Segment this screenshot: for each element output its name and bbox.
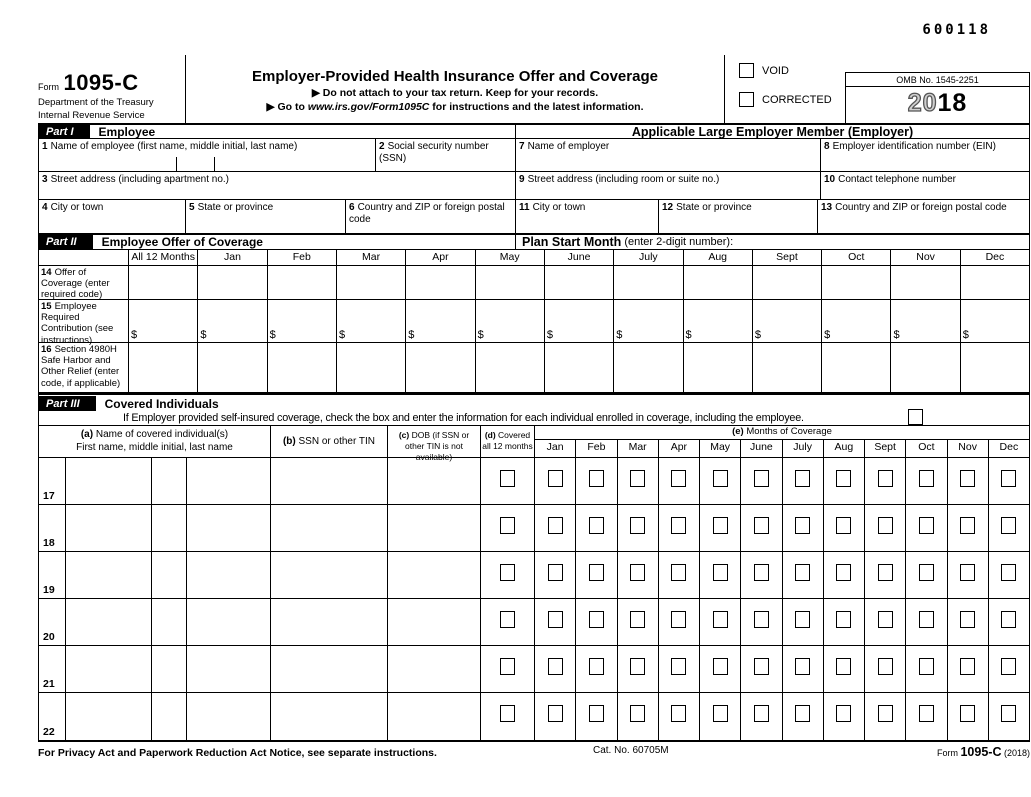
- month-coverage-checkbox[interactable]: [754, 517, 769, 534]
- row-number: 18: [39, 505, 66, 551]
- month-coverage-checkbox[interactable]: [795, 470, 810, 487]
- col-may: May: [476, 250, 545, 265]
- offer-code-cell[interactable]: [614, 266, 683, 299]
- month-coverage-checkbox[interactable]: [630, 611, 645, 628]
- month-coverage-checkbox[interactable]: [671, 470, 686, 487]
- table-row: [39, 505, 1029, 552]
- covered-individuals-table: [39, 426, 1029, 742]
- month-coverage-checkbox[interactable]: [836, 705, 851, 722]
- row-number: 19: [39, 552, 66, 598]
- month-coverage-checkbox[interactable]: [878, 658, 893, 675]
- agency-line: Internal Revenue Service: [38, 109, 145, 121]
- dollar-sign: $: [338, 329, 346, 341]
- part1-bar: [39, 123, 1029, 139]
- name-cell[interactable]: [66, 552, 271, 598]
- month-coverage-checkbox[interactable]: [713, 658, 728, 675]
- dollar-sign: $: [269, 329, 276, 341]
- dollar-sign: $: [962, 329, 969, 341]
- form-title: Employer-Provided Health Insurance Offer and Coverage: [252, 68, 658, 85]
- part2-bar: [39, 234, 1029, 250]
- month-coverage-checkbox[interactable]: [754, 658, 769, 675]
- name-cell[interactable]: [66, 646, 271, 692]
- department-line: Department of the Treasury: [38, 97, 154, 108]
- form-footer: [38, 742, 1030, 759]
- safe-harbor-cell[interactable]: [337, 343, 406, 392]
- month-coverage-checkbox[interactable]: [548, 658, 563, 675]
- plan-start-month: Plan Start Month (enter 2-digit number):: [515, 235, 1029, 249]
- part1-title: Employee: [98, 124, 156, 139]
- month-coverage-checkbox[interactable]: [671, 658, 686, 675]
- contribution-cell[interactable]: [337, 300, 406, 342]
- col-apr: Apr: [406, 250, 475, 265]
- month-coverage-checkbox[interactable]: [1001, 705, 1016, 722]
- month-coverage-checkbox[interactable]: [548, 517, 563, 534]
- form-header: [38, 55, 1030, 123]
- month-coverage-checkbox[interactable]: [919, 658, 934, 675]
- month-coverage-checkbox[interactable]: [1001, 517, 1016, 534]
- name-cell[interactable]: [66, 693, 271, 740]
- offer-code-cell[interactable]: [198, 266, 267, 299]
- col-oct: Oct: [822, 250, 891, 265]
- name-cell[interactable]: [66, 458, 271, 504]
- month-coverage-checkbox[interactable]: [589, 611, 604, 628]
- ssn-cell[interactable]: [271, 693, 388, 740]
- dob-cell[interactable]: [388, 646, 481, 692]
- void-label: VOID: [762, 64, 789, 77]
- month-coverage-checkbox[interactable]: [878, 705, 893, 722]
- safe-harbor-cell[interactable]: [614, 343, 683, 392]
- month-coverage-checkbox[interactable]: [630, 658, 645, 675]
- title-block: [185, 55, 725, 123]
- month-coverage-checkbox[interactable]: [713, 517, 728, 534]
- dob-cell[interactable]: [388, 552, 481, 598]
- form-number: 1095-C: [63, 70, 139, 95]
- month-header-spacer: [39, 250, 129, 265]
- col-a-header: (a) Name of covered individual(s) First name, middle initial, last name: [39, 426, 271, 457]
- month-coverage-checkbox[interactable]: [878, 517, 893, 534]
- field-11-employer-city[interactable]: 11 City or town: [516, 200, 659, 233]
- month-coverage-checkbox[interactable]: [919, 517, 934, 534]
- col-e-may: May: [700, 440, 741, 457]
- col-e-oct: Oct: [906, 440, 947, 457]
- offer-code-cell[interactable]: [961, 266, 1029, 299]
- month-coverage-checkbox[interactable]: [754, 564, 769, 581]
- part3-instruction: If Employer provided self-insured coverage, check the box and enter the information for each individual enrolled in coverage, including the employee.: [123, 412, 804, 424]
- month-coverage-checkbox[interactable]: [919, 470, 934, 487]
- catalog-number: Cat. No. 60705M: [593, 745, 669, 756]
- self-insured-checkbox[interactable]: [908, 409, 923, 425]
- tax-year: 2018: [907, 89, 968, 117]
- col-e-apr: Apr: [659, 440, 700, 457]
- safe-harbor-cell[interactable]: [545, 343, 614, 392]
- table-row: [39, 599, 1029, 646]
- col-e-june: June: [741, 440, 782, 457]
- field-7-employer-name[interactable]: 7 Name of employer: [516, 139, 821, 171]
- field-3-street-address[interactable]: 3 Street address (including apartment no.): [39, 172, 516, 199]
- col-dec: Dec: [985, 251, 1005, 263]
- table-row: [39, 458, 1029, 505]
- omb-year-block: [845, 55, 1030, 123]
- contribution-cell[interactable]: [129, 300, 198, 342]
- month-coverage-checkbox[interactable]: [836, 470, 851, 487]
- month-coverage-checkbox[interactable]: [754, 705, 769, 722]
- contribution-cell[interactable]: [684, 300, 753, 342]
- col-d-header: (d) Covered all 12 months: [481, 426, 535, 457]
- month-coverage-checkbox[interactable]: [960, 564, 975, 581]
- dob-cell[interactable]: [388, 693, 481, 740]
- month-coverage-checkbox[interactable]: [630, 517, 645, 534]
- field-9-employer-street[interactable]: 9 Street address (including room or suite no.): [516, 172, 821, 199]
- month-coverage-checkbox[interactable]: [836, 658, 851, 675]
- month-coverage-checkbox[interactable]: [795, 611, 810, 628]
- col-e-nov: Nov: [948, 440, 989, 457]
- safe-harbor-cell[interactable]: [198, 343, 267, 392]
- month-coverage-checkbox[interactable]: [630, 705, 645, 722]
- safe-harbor-cell[interactable]: [961, 343, 1029, 392]
- instruction-line-2: ▶ Go to www.irs.gov/Form1095C for instructions and the latest information.: [266, 101, 644, 113]
- safe-harbor-cell[interactable]: [268, 343, 337, 392]
- month-coverage-checkbox[interactable]: [589, 658, 604, 675]
- name-separator-tick: [176, 157, 177, 171]
- part3-title: Covered Individuals: [104, 396, 219, 411]
- month-coverage-checkbox[interactable]: [548, 705, 563, 722]
- contribution-cell[interactable]: [614, 300, 683, 342]
- month-coverage-checkbox[interactable]: [671, 517, 686, 534]
- covered-all-12-months-checkbox[interactable]: [500, 611, 515, 628]
- dollar-sign: $: [477, 329, 484, 341]
- month-coverage-checkbox[interactable]: [960, 517, 975, 534]
- month-coverage-checkbox[interactable]: [754, 470, 769, 487]
- form-word: Form: [38, 82, 59, 92]
- col-c-header: (c) DOB (if SSN or other TIN is not available): [388, 426, 481, 457]
- field-5-state[interactable]: 5 State or province: [186, 200, 346, 233]
- ssn-cell[interactable]: [271, 599, 388, 645]
- field-13-employer-country-zip[interactable]: 13 Country and ZIP or foreign postal code: [821, 202, 1007, 213]
- name-cell[interactable]: [66, 505, 271, 551]
- dollar-sign: $: [754, 329, 761, 341]
- month-coverage-checkbox[interactable]: [1001, 564, 1016, 581]
- month-coverage-checkbox[interactable]: [919, 564, 934, 581]
- col-e-aug: Aug: [824, 440, 865, 457]
- month-coverage-checkbox[interactable]: [836, 564, 851, 581]
- month-coverage-checkbox[interactable]: [548, 611, 563, 628]
- month-coverage-checkbox[interactable]: [878, 564, 893, 581]
- void-checkbox[interactable]: [739, 63, 754, 78]
- col-e-jan: Jan: [535, 440, 576, 457]
- instruction-line-1: ▶ Do not attach to your tax return. Keep for your records.: [311, 87, 599, 99]
- covered-all-12-months-checkbox[interactable]: [500, 564, 515, 581]
- col-mar: Mar: [337, 250, 406, 265]
- safe-harbor-cell[interactable]: [129, 343, 198, 392]
- field-10-phone[interactable]: 10 Contact telephone number: [824, 174, 956, 185]
- row-16-label: 16 Section 4980H Safe Harbor and Other Relief (enter code, if applicable): [39, 343, 129, 392]
- covered-all-12-months-checkbox[interactable]: [500, 470, 515, 487]
- ssn-cell[interactable]: [271, 505, 388, 551]
- ssn-cell[interactable]: [271, 646, 388, 692]
- month-coverage-checkbox[interactable]: [795, 564, 810, 581]
- footer-form-number: Form 1095-C (2018): [936, 745, 1030, 759]
- col-sept: Sept: [753, 250, 822, 265]
- dollar-sign: $: [546, 329, 553, 341]
- month-coverage-checkbox[interactable]: [589, 564, 604, 581]
- employer-section-heading: Applicable Large Employer Member (Employer): [515, 125, 1029, 138]
- row-15-employee-contribution: [39, 300, 1029, 346]
- table-row: [39, 552, 1029, 599]
- safe-harbor-cell[interactable]: [822, 343, 891, 392]
- field-1-employee-name[interactable]: 1 Name of employee (first name, middle initial, last name): [39, 139, 376, 171]
- void-corrected-block: [725, 55, 845, 123]
- month-coverage-checkbox[interactable]: [1001, 658, 1016, 675]
- dob-cell[interactable]: [388, 505, 481, 551]
- month-coverage-checkbox[interactable]: [671, 564, 686, 581]
- offer-code-cell[interactable]: [753, 266, 822, 299]
- col-e-dec: Dec: [999, 441, 1019, 453]
- omb-number: OMB No. 1545-2251: [846, 73, 1029, 87]
- form-identity-block: [38, 55, 185, 123]
- col-july: July: [614, 250, 683, 265]
- contribution-cell[interactable]: [822, 300, 891, 342]
- ssn-cell[interactable]: [271, 458, 388, 504]
- dollar-sign: $: [685, 329, 692, 341]
- field-12-employer-state[interactable]: 12 State or province: [659, 200, 818, 233]
- part3-header: [39, 393, 1029, 426]
- col-e-july: July: [783, 440, 824, 457]
- row-14-offer-of-coverage: [39, 266, 1029, 300]
- col-e-header: (e) Months of Coverage Jan Feb Mar Apr May June July Aug Sept Oct Nov Dec: [535, 426, 1029, 457]
- part3-chip: Part III: [39, 396, 96, 411]
- month-coverage-checkbox[interactable]: [836, 517, 851, 534]
- contribution-cell[interactable]: [198, 300, 267, 342]
- month-coverage-checkbox[interactable]: [630, 470, 645, 487]
- name-cell[interactable]: [66, 599, 271, 645]
- batch-serial-number: 600118: [922, 22, 991, 38]
- offer-code-cell[interactable]: [337, 266, 406, 299]
- month-coverage-checkbox[interactable]: [548, 564, 563, 581]
- row-number: 17: [39, 458, 66, 504]
- month-coverage-checkbox[interactable]: [878, 611, 893, 628]
- dob-cell[interactable]: [388, 599, 481, 645]
- corrected-checkbox[interactable]: [739, 92, 754, 107]
- col-e-sept: Sept: [865, 440, 906, 457]
- part1-chip: Part I: [39, 125, 90, 138]
- row-number: 20: [39, 599, 66, 645]
- col-b-header: (b) SSN or other TIN: [271, 426, 388, 457]
- dob-cell[interactable]: [388, 458, 481, 504]
- row-14-label: 14 Offer of Coverage (enter required code): [39, 266, 129, 299]
- offer-code-cell[interactable]: [684, 266, 753, 299]
- row-16-safe-harbor: [39, 343, 1029, 393]
- col-jan: Jan: [198, 250, 267, 265]
- month-coverage-checkbox[interactable]: [795, 517, 810, 534]
- col-aug: Aug: [684, 250, 753, 265]
- contribution-cell[interactable]: [753, 300, 822, 342]
- dollar-sign: $: [616, 329, 623, 341]
- col-feb: Feb: [268, 250, 337, 265]
- dollar-sign: $: [200, 329, 207, 341]
- month-coverage-checkbox[interactable]: [589, 705, 604, 722]
- contribution-cell[interactable]: [406, 300, 475, 342]
- month-coverage-checkbox[interactable]: [1001, 470, 1016, 487]
- dollar-sign: $: [408, 329, 415, 341]
- offer-code-cell[interactable]: [822, 266, 891, 299]
- offer-code-cell[interactable]: [545, 266, 614, 299]
- ssn-cell[interactable]: [271, 552, 388, 598]
- month-coverage-checkbox[interactable]: [671, 705, 686, 722]
- month-coverage-checkbox[interactable]: [589, 517, 604, 534]
- col-e-mar: Mar: [618, 440, 659, 457]
- privacy-notice: For Privacy Act and Paperwork Reduction Act Notice, see separate instructions.: [38, 747, 437, 759]
- safe-harbor-cell[interactable]: [753, 343, 822, 392]
- month-coverage-checkbox[interactable]: [713, 470, 728, 487]
- col-june: June: [545, 250, 614, 265]
- month-coverage-checkbox[interactable]: [919, 705, 934, 722]
- month-coverage-checkbox[interactable]: [960, 470, 975, 487]
- offer-code-cell[interactable]: [891, 266, 960, 299]
- table-row: [39, 646, 1029, 693]
- corrected-label: CORRECTED: [762, 93, 832, 106]
- field-6-country-zip[interactable]: 6 Country and ZIP or foreign postal code: [346, 200, 516, 233]
- part2-month-header: [39, 250, 1029, 266]
- part3-column-headers: [39, 426, 1029, 463]
- col-e-feb: Feb: [576, 440, 617, 457]
- month-coverage-checkbox[interactable]: [960, 705, 975, 722]
- dollar-sign: $: [893, 329, 900, 341]
- dollar-sign: $: [131, 329, 138, 341]
- month-coverage-checkbox[interactable]: [919, 611, 934, 628]
- month-coverage-checkbox[interactable]: [1001, 611, 1016, 628]
- covered-all-12-months-checkbox[interactable]: [500, 658, 515, 675]
- contribution-cell[interactable]: [268, 300, 337, 342]
- contribution-cell[interactable]: [476, 300, 545, 342]
- safe-harbor-cell[interactable]: [406, 343, 475, 392]
- field-4-city[interactable]: 4 City or town: [39, 200, 186, 233]
- month-coverage-checkbox[interactable]: [630, 564, 645, 581]
- month-coverage-checkbox[interactable]: [960, 611, 975, 628]
- contribution-cell[interactable]: [891, 300, 960, 342]
- col-nov: Nov: [891, 250, 960, 265]
- month-coverage-checkbox[interactable]: [836, 611, 851, 628]
- dollar-sign: $: [824, 329, 831, 341]
- month-coverage-checkbox[interactable]: [589, 470, 604, 487]
- month-coverage-checkbox[interactable]: [795, 658, 810, 675]
- safe-harbor-cell[interactable]: [891, 343, 960, 392]
- month-coverage-checkbox[interactable]: [713, 705, 728, 722]
- covered-all-12-months-checkbox[interactable]: [500, 517, 515, 534]
- field-8-ein[interactable]: 8 Employer identification number (EIN): [824, 141, 996, 152]
- safe-harbor-cell[interactable]: [476, 343, 545, 392]
- field-2-ssn[interactable]: 2 Social security number (SSN): [376, 139, 516, 171]
- table-row: [39, 693, 1029, 740]
- name-separator-tick: [214, 157, 215, 171]
- offer-code-cell[interactable]: [129, 266, 198, 299]
- month-coverage-checkbox[interactable]: [960, 658, 975, 675]
- offer-code-cell[interactable]: [406, 266, 475, 299]
- row-number: 22: [39, 693, 66, 740]
- row-number: 21: [39, 646, 66, 692]
- col-all-12-months: All 12 Months: [129, 250, 198, 265]
- month-coverage-checkbox[interactable]: [754, 611, 769, 628]
- month-coverage-checkbox[interactable]: [713, 564, 728, 581]
- month-coverage-checkbox[interactable]: [548, 470, 563, 487]
- row-15-label: 15 Employee Required Contribution (see instructions): [39, 300, 129, 342]
- safe-harbor-cell[interactable]: [684, 343, 753, 392]
- month-coverage-checkbox[interactable]: [878, 470, 893, 487]
- part2-title: Employee Offer of Coverage: [101, 235, 263, 249]
- covered-all-12-months-checkbox[interactable]: [500, 705, 515, 722]
- month-coverage-checkbox[interactable]: [795, 705, 810, 722]
- offer-code-cell[interactable]: [476, 266, 545, 299]
- part2-chip: Part II: [39, 235, 93, 249]
- form-body: [38, 55, 1030, 759]
- month-coverage-checkbox[interactable]: [671, 611, 686, 628]
- contribution-cell[interactable]: [961, 300, 1029, 342]
- offer-code-cell[interactable]: [268, 266, 337, 299]
- contribution-cell[interactable]: [545, 300, 614, 342]
- month-coverage-checkbox[interactable]: [713, 611, 728, 628]
- irs-url: www.irs.gov/Form1095C: [307, 101, 430, 113]
